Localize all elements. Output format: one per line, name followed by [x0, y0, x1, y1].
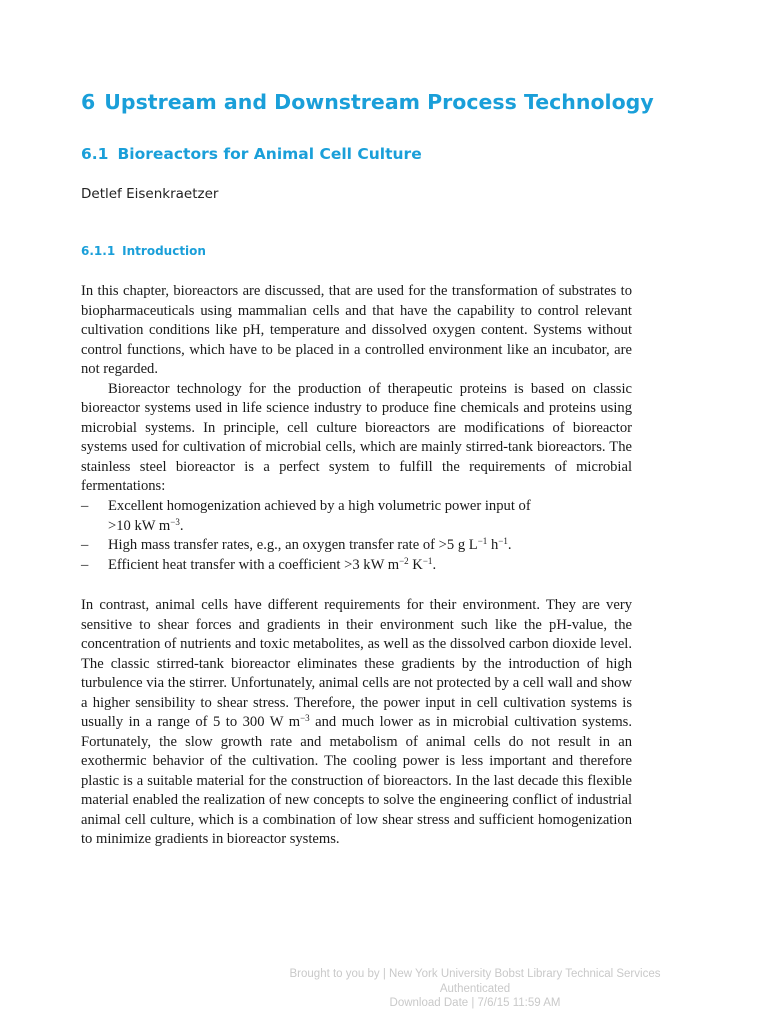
superscript: −1: [422, 555, 433, 566]
list-item: [81, 556, 632, 576]
list-item-text: Excellent homogenization achieved by a high volumetric power input of: [108, 498, 531, 514]
author-name: Detlef Eisenkraetzer: [81, 186, 219, 202]
superscript: −3: [170, 516, 180, 527]
watermark-line: Download Date | 7/6/15 11:59 AM: [389, 997, 561, 1009]
subsection-number: 6.1.1: [81, 244, 116, 258]
paragraph-text: and much lower as in microbial cultivation systems. Fortunately, the slow growth rate and metabolism of animal cells do not result in an exothermic behavior of the cultivation. The cooling power is less important and therefore plastic is a suitable material for the construction of bioreactors. In the last decade this flexible material enabled the realization of new concepts to solve the engineering conflict of industrial animal cell culture, which is a combination of low shear stress and sufficient homogenization to minimize gradients in bioreactor systems.: [81, 714, 632, 847]
section-title-text: Bioreactors for Animal Cell Culture: [117, 145, 422, 163]
list-item-text: .: [432, 556, 437, 573]
requirements-list: [81, 497, 632, 575]
list-dash: –: [81, 537, 89, 553]
list-item-text: High mass transfer rates, e.g., an oxygen transfer rate of >5 g L: [108, 537, 478, 553]
list-item-text: .: [179, 517, 184, 534]
superscript: −1: [498, 536, 508, 546]
list-item: [81, 497, 632, 536]
list-item-text: h: [487, 537, 499, 553]
list-dash: –: [81, 498, 89, 514]
section-title: [81, 143, 422, 165]
watermark-line: Brought to you by | New York University Bobst Library Technical Services: [289, 968, 661, 980]
section-number: 6.1: [81, 145, 109, 163]
list-item-text: >10 kW m: [108, 517, 171, 534]
list-item: [81, 536, 632, 556]
chapter-title: [81, 88, 654, 116]
chapter-title-text: Upstream and Downstream Process Technology: [104, 90, 654, 114]
superscript: −1: [477, 536, 488, 546]
paragraph-animal-cells: [81, 596, 632, 850]
superscript: −2: [399, 555, 409, 566]
watermark-line: Authenticated: [439, 982, 511, 995]
list-item-continuation: [108, 517, 632, 537]
superscript: −3: [300, 713, 310, 723]
chapter-number: 6: [81, 90, 96, 114]
list-item-text: K: [408, 556, 423, 573]
download-watermark: [240, 967, 710, 1011]
paragraph-intro: In this chapter, bioreactors are discussed, that are used for the transformation of substrates to biopharmaceuticals using mammalian cells and that have the capability to control relevant cultivation conditions like pH, temperature and dissolved oxygen content. Systems without control functions, which have to be placed in a controlled environment like an incubator, are not regarded.: [81, 283, 632, 377]
paragraph-text: In contrast, animal cells have different requirements for their environment. They are very sensitive to shear forces and gradients in their environment such like the pH-value, the concentration of nutrients and toxic metabolites, as well as the dissolved carbon dioxide level. The classic stirred-tank bioreactor eliminates these gradients by the introduction of high turbulence via the stirrer. Unfortunately, animal cells are not protected by a cell wall and show a higher sensibility to shear stress. Therefore, the power input in cell cultivation systems is usually in a range of 5 to 300 W m: [81, 597, 632, 730]
paragraph-bioreactor-technology: Bioreactor technology for the production of therapeutic proteins is based on classic bioreactor systems used in life science industry to produce fine chemicals and proteins using microbial systems. In principle, cell culture bioreactors are modifications of bioreactor systems used for cultivation of microbial cells, which are mainly stirred-tank bioreactors. The stainless steel bioreactor is a perfect system to fulfill the requirements of microbial fermentations:: [81, 380, 632, 494]
list-item-text: Efficient heat transfer with a coefficient >3 kW m: [108, 556, 400, 573]
list-dash: –: [81, 556, 89, 573]
subsection-title: [81, 242, 206, 260]
list-item-text: .: [507, 537, 512, 553]
subsection-title-text: Introduction: [122, 244, 206, 258]
